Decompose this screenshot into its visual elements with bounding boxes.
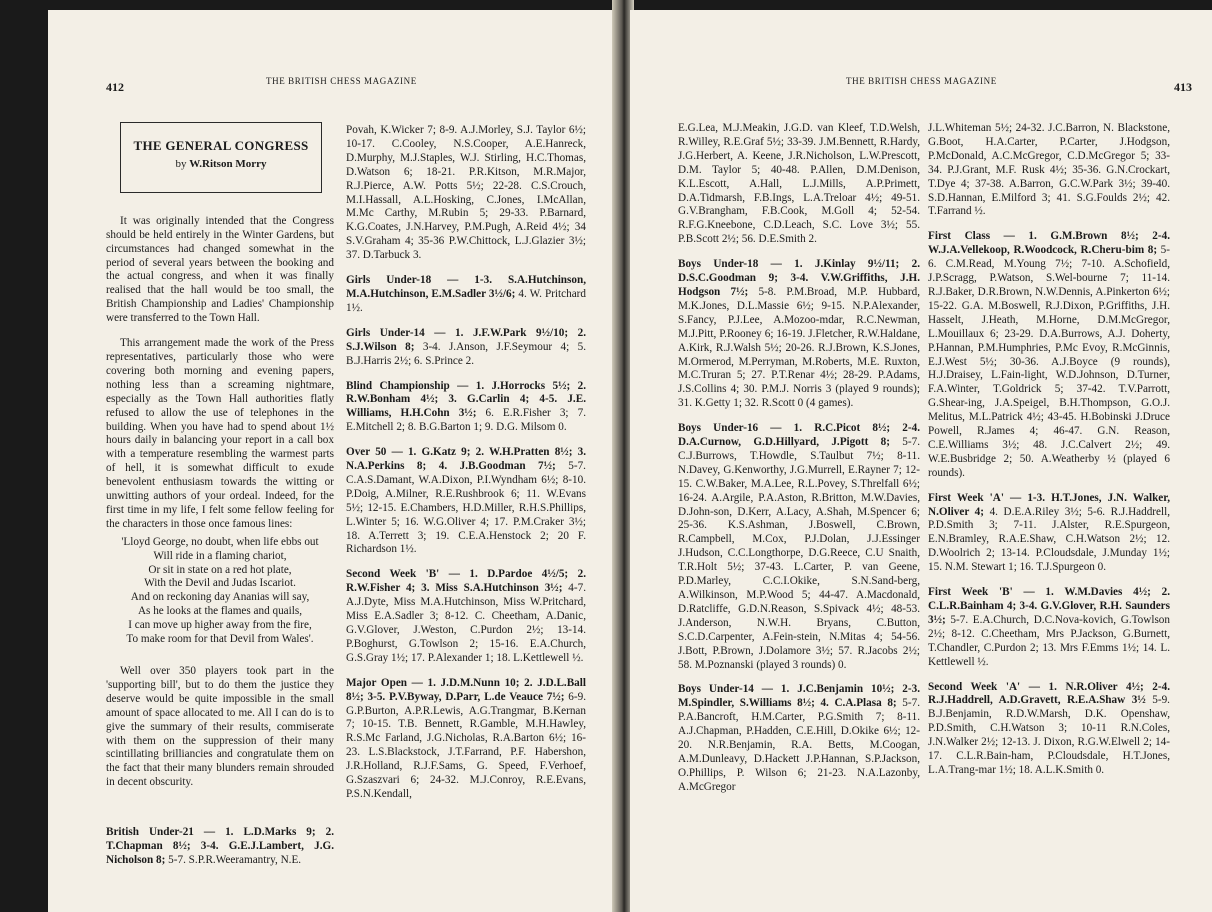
page-number: 413 bbox=[1174, 80, 1192, 94]
result-section-girls-u18: Girls Under-18 — 1-3. S.A.Hutchinson, M.A.Hutchinson, E.M.Sadler 3½/6; 4. W. Pritchard 1½. bbox=[346, 274, 586, 314]
result-section-over50: Over 50 — 1. G.Katz 9; 2. W.H.Pratten 8½; 3. N.A.Perkins 8; 4. J.B.Goodman 7½; 5-7. C.A.S.Damant, W.A.Dixon, P.I.Wyndham 6½; 8-10. P.Doig, A.Milner, R.E.Rushbrook 6; 11. W.Evans 5½; 12-15. E.Chambers, H.D.Miller, R.H.S.Phillips, L.Winter 5; 16. W.G.Oliver 4; 17. P.M.Craker 3½; 18. A.Terrett 3; 19. C.E.A.Henstock 2; 20 F. Richardson 1½. bbox=[346, 446, 586, 556]
byline: by W.Ritson Morry bbox=[175, 157, 267, 170]
poem-line: As he looks at the flames and quails, bbox=[137, 605, 303, 618]
result-section-major-open: Major Open — 1. J.D.M.Nunn 10; 2. J.D.L.Ball 8½; 3-5. P.V.Byway, D.Parr, L.de Veauce 7½; 6-9. G.P.Burton, A.P.R.Lewis, A.G.Trangmar, B.Kernan 7; 10-15. T.B. Bennett, R.Gamble, M.H.Hawley, R.S.Mc Farland, J.G.Nicholas, R.A.Barton 6½; 16-23. L.S.Blackstock, J.T.Farrand, P.F. Habershon, J.R.Holland, R.J.F.Sams, G. Speed, F.Verhoef, G.Szaszvari 6; 24-32. M.J.Conroy, R.E.Evans, P.S.N.Kendall, bbox=[346, 676, 586, 800]
running-head: THE BRITISH CHESS MAGAZINE bbox=[846, 76, 997, 86]
right-page bbox=[630, 10, 1212, 912]
result-section-second-week-a: Second Week 'A' — 1. N.R.Oliver 4½; 2-4. R.J.Haddrell, A.D.Gravett, R.E.A.Shaw 3½ 5-9. B.J.Benjamin, R.D.W.Marsh, D.K. Openshaw, P.D.Smith, C.H.Watson 3; 10-11 R.N.Coles, J.N.Walker 2½; 12-13. J. Dixon, R.G.W.Elwell 2; 14-17. C.L.R.Bain-ham, P.Cloudsdale, H.T.Jones, L.A.Trang-mar 1½; 18. A.L.K.Smith 0. bbox=[928, 680, 1170, 776]
poem-line: 'Lloyd George, no doubt, when life ebbs out bbox=[121, 535, 319, 548]
author: W.Ritson Morry bbox=[189, 157, 267, 170]
result-section-u21: British Under-21 — 1. L.D.Marks 9; 2. T.Chapman 8½; 3-4. G.E.J.Lambert, J.G. Nicholson 8; 5-7. S.P.R.Weeramantry, N.E. bbox=[106, 826, 334, 866]
right-column-2 bbox=[928, 122, 1170, 789]
result-section-first-week-b: First Week 'B' — 1. W.M.Davies 4½; 2. C.L.R.Bainham 4; 3-4. G.V.Glover, R.H. Saunders 3½; 5-7. E.A.Church, D.C.Nova-kovich, G.Towlson 2½; 8-12. C.Cheetham, Mrs P.Jackson, G.Burnett, T.Chandler, C.Purdon 2; 13. Mrs F.Emms 1½; 14. L. Kettlewell ½. bbox=[928, 586, 1170, 668]
poem bbox=[106, 536, 334, 647]
poem-line: Will ride in a flaming chariot, bbox=[153, 549, 287, 562]
left-column-2 bbox=[346, 124, 586, 813]
poem-line: Or sit in state on a red hot plate, bbox=[148, 563, 292, 576]
result-section-first-class: First Class — 1. G.M.Brown 8½; 2-4. W.J.A.Vellekoop, R.Woodcock, R.Cheru-bim 8; 5-6. C.M.Read, M.Young 7½; 7-10. A.Schofield, J.P.Scragg, P.Watson, S.Wel-bourne 7; 11-14. R.J.Baker, D.R.Brown, N.W.Dennis, A.Pinkerton 6½; 15-22. G.A. M.Boswell, R.J.Dixon, P.Griffiths, J.H. Hasselt, J.Heath, M.Horne, D.M.McGregor, L.Mouillaux 6; 23-29. D.A.Burrows, A.J. Doherty, P.Hannan, P.M.Humphries, P.Mc Evoy, R.McGinnis, E.J.West 5½; 30-36. A.J.Boyce (9 rounds), H.J.Draisey, L.Fain-light, W.D.Johnson, D.Turner, F.A.Winter, T.Goldrick 5; 37-42. T.V.Parrott, G.Shear-ing, J.A.Speigel, B.H.Thompson, G.O.J. Melitus, M.L.Patrick 4½; 43-45. H.Bobinski J.Druce Powell, R.James 4; 46-47. G.N. Reason, C.E.Williams 3½; 48. J.C.Calvert 2½; 49. W.E.Busbridge 2; 50. A.Weatherby ½ (played 6 rounds). bbox=[928, 230, 1170, 479]
left-column-1 bbox=[106, 122, 334, 879]
poem-line: And on reckoning day Ananias will say, bbox=[130, 591, 310, 604]
poem-line: I can move up higher away from the fire, bbox=[128, 619, 312, 632]
result-continued: Povah, K.Wicker 7; 8-9. A.J.Morley, S.J. Taylor 6½; 10-17. C.Cooley, N.S.Cooper, A.E.Hanreck, D.Murphy, M.J.Staples, W.J. Stirling, H.C.Thomas, D.Watson 6; 18-21. P.R.Kitson, M.R.Major, R.J.Pierce, A.W. Potts 5½; 22-28. C.S.Crouch, M.I.Hassall, A.L.Hosking, C.Jones, I.McAllan, M.Mc Carthy, M.Rubin 5; 29-33. P.Barnard, K.G.Coates, J.N.Harvey, P.M.Pugh, A.Reid 4½; 34 S.V.Graham 4; 35-36 P.W.Chittock, L.J.Glazier 3½; 37. D.Tarbuck 3. bbox=[346, 124, 586, 262]
paragraph: It was originally intended that the Congress should be held entirely in the Winter Gardens, but circumstances had changed somewhat in the period of several years between the booking and the actual congress, and when it was finally realised that the hall would be too small, the British Championship and Ladies' Championship were transferred to the Town Hall. bbox=[106, 214, 334, 325]
result-section-boys-u18: Boys Under-18 — 1. J.Kinlay 9½/11; 2. D.S.C.Goodman 9; 3-4. V.W.Griffiths, J.H. Hodgson 7½; 5-8. P.M.Broad, M.P. Hubbard, M.K.Jones, D.L.Massie 6½; 9-15. N.P.Alexander, S.Fancy, P.J.Lee, A.Mozoo-mdar, R.C.Newman, M.J.Pitt, P.Rooney 6; 16-19. J.Fletcher, R.W.Haldane, A.Kirk, R.J.Walsh 5½; 20-26. R.J.Brown, K.S.Jones, M.Ormerod, M.Perryman, M.Roberts, M.E. Ruxton, M.C.Truran 5; 27. P.T.Renar 4½; 28-29. P.Adams, J.S.Collins 4; 30. P.M.J. Norris 3 (played 9 rounds); 31. K.Getty 1; 32. R.Scott 0 (4 games). bbox=[678, 258, 920, 410]
poem-line: To make room for that Devil from Wales'. bbox=[126, 633, 314, 646]
result-section-boys-u16: Boys Under-16 — 1. R.C.Picot 8½; 2-4. D.A.Curnow, G.D.Hillyard, J.Pigott 8; 5-7. C.J.Burrows, T.Howdle, S.Taulbut 7½; 8-11. N.Davey, G.Kenworthy, J.G.Murrell, E.Rayner 7; 12-15. C.W.Baker, M.A.Lee, R.L.Povey, S.Threlfall 6½; 16-24. A.Argile, P.A.Aston, R.Britton, M.W.Davies, D.John-son, D.Kerr, A.Lacy, A.Shah, M.Spencer 6; 25-36. K.S.Ashman, J.Boswell, C.Brown, R.Campbell, M.Cox, P.J.Dolan, J.J.Essinger J.Hudson, C.C.Longthorpe, D.G.Reece, C.U Snaith, T.R.Holt 5½; 37-43. L.Carter, P. van Geene, P.D.Marley, C.C.I.Okike, S.N.Sand-berg, A.Wilkinson, M.P.Wood 5; 44-47. A.Macdonald, D.Ratcliffe, G.D.N.Reason, S.Spivack 4½; 48-53. J.Anderson, N.W.H. Bryans, C.Button, S.C.D.Carpenter, A.Fein-stein, N.Mitas 4; 54-56. J.Bott, P.Brown, J.Dolamore 3½; 57. R.Jacobs 2½; 58. M.Poznanski (played 3 rounds) 0. bbox=[678, 422, 920, 671]
right-column-1 bbox=[678, 122, 920, 806]
result-section-second-week-b: Second Week 'B' — 1. D.Pardoe 4½/5; 2. R.W.Fisher 4; 3. Miss S.A.Hutchinson 3½; 4-7. A.J.Dyte, Miss M.A.Hutchinson, Miss W.Pritchard, Miss E.A.Sadler 3; 8-12. C. Cheetham, A.Danic, G.V.Glover, J.Weston, C.Purdon 2½; 13-14. P.Boghurst, G.Towlson 2; 15-16. E.A.Church, G.S.Gray 1½; 17. P.Alexander 1; 18. L.Kettlewell ½. bbox=[346, 568, 586, 664]
paragraph: This arrangement made the work of the Press representatives, particularly those who were covering both morning and evening papers, nothing less than a screaming nightmare, especially as the Town Hall authorities flatly refused to allow the use of telephones in the building. When you have had to spend about 1½ hours daily in balancing your report in a call box with a temperature resembling the warmest parts of hell, it is somewhat difficult to exude benevolent enthusiasm towards the witting or unwitting authors of your ordeal. Indeed, for the first time in my life, I felt some fellow feeling for the characters in those once famous lines: bbox=[106, 337, 334, 530]
article-title-box bbox=[120, 122, 322, 193]
article-title: THE GENERAL CONGRESS bbox=[133, 138, 309, 153]
left-page bbox=[48, 10, 618, 912]
running-head: THE BRITISH CHESS MAGAZINE bbox=[266, 76, 417, 86]
result-section-girls-u14: Girls Under-14 — 1. J.F.W.Park 9½/10; 2. S.J.Wilson 8; 3-4. J.Anson, J.F.Seymour 4; 5. B.J.Harris 2½; 6. S.Prince 2. bbox=[346, 326, 586, 367]
poem-line: With the Devil and Judas Iscariot. bbox=[144, 577, 296, 590]
result-section-blind: Blind Championship — 1. J.Horrocks 5½; 2. R.W.Bonham 4½; 3. G.Carlin 4; 4-5. J.E. Williams, H.H.Cohn 3½; 6. E.R.Fisher 3; 7. E.Mitchell 2; 8. B.G.Barton 1; 9. D.G. Milsom 0. bbox=[346, 379, 586, 434]
result-section-boys-u14: Boys Under-14 — 1. J.C.Benjamin 10½; 2-3. M.Spindler, S.Williams 8½; 4. C.A.Plasa 8; 5-7. P.A.Bancroft, H.M.Carter, P.G.Smith 7; 8-11. A.J.Chapman, P.Hadden, C.E.Hill, D.Okike 6½; 12-20. N.R.Benjamin, R.A. Betts, M.Coogan, A.M.Dunleavy, D.Hackett J.P.Hannan, S.P.Jackson, O.Phillips, P. Wilson 6; 21-23. N.A.Lazonby, A.McGregor bbox=[678, 683, 920, 793]
result-continued: J.L.Whiteman 5½; 24-32. J.C.Barron, N. Blackstone, G.Boot, H.A.Carter, P.Carter, J.Hodgson, P.McDonald, A.C.McGregor, C.D.McGregor 5; 33-34. P.J.Grant, M.F. Rusk 4½; 35-36. G.N.Crockart, T.Dye 4; 37-38. A.Barron, G.C.W.Park 3½; 39-40. S.D.Hannan, E.Milford 3; 41. S.G.Foulds 2½; 42. T.Farrand ½. bbox=[928, 122, 1170, 218]
result-continued: E.G.Lea, M.J.Meakin, J.G.D. van Kleef, T.D.Welsh, R.Willey, R.E.Graf 5½; 33-39. J.M.Bennett, R.Hardy, J.G.Herbert, A. Keene, J.R.Nicholson, L.W.Prescott, D.M. Taylor 5; 40-48. P.Allen, D.M.Denison, K.L.Escott, A.Hall, L.J.Mills, A.P.Primett, D.A.Tidmarsh, F.B.Ings, L.A.Treloar 4½; 49-51. G.V.Brangham, F.B.Cook, M.Goll 4; 52-54. R.F.G.Kneebone, C.D.Leach, S.C. Love 3½; 55. P.B.Scott 2½; 56. D.E.Smith 2. bbox=[678, 122, 920, 246]
paragraph: Well over 350 players took part in the 'supporting bill', but to do them the justice they deserve would be quite impossible in the small amount of space allocated to me. All I can do is to give the summary of their results, commiserate with them on the suppression of their many scintillating brilliancies and congratulate them on the fact that their many blunders remain shrouded in decent obscurity. bbox=[106, 665, 334, 789]
result-section-first-week-a: First Week 'A' — 1-3. H.T.Jones, J.N. Walker, N.Oliver 4; 4. D.E.A.Riley 3½; 5-6. R.J.Haddrell, P.D.Smith 3; 7-11. J.Alster, R.E.Spurgeon, E.N.Bramley, R.A.E.Shaw, C.H.Watson 2½; 12. D.Woolrich 2; 13-14. P.Cloudsdale, J.Munday 1½; 15. N.M. Stewart 1; 16. T.J.Spurgeon 0. bbox=[928, 491, 1171, 574]
page-number: 412 bbox=[106, 80, 124, 94]
